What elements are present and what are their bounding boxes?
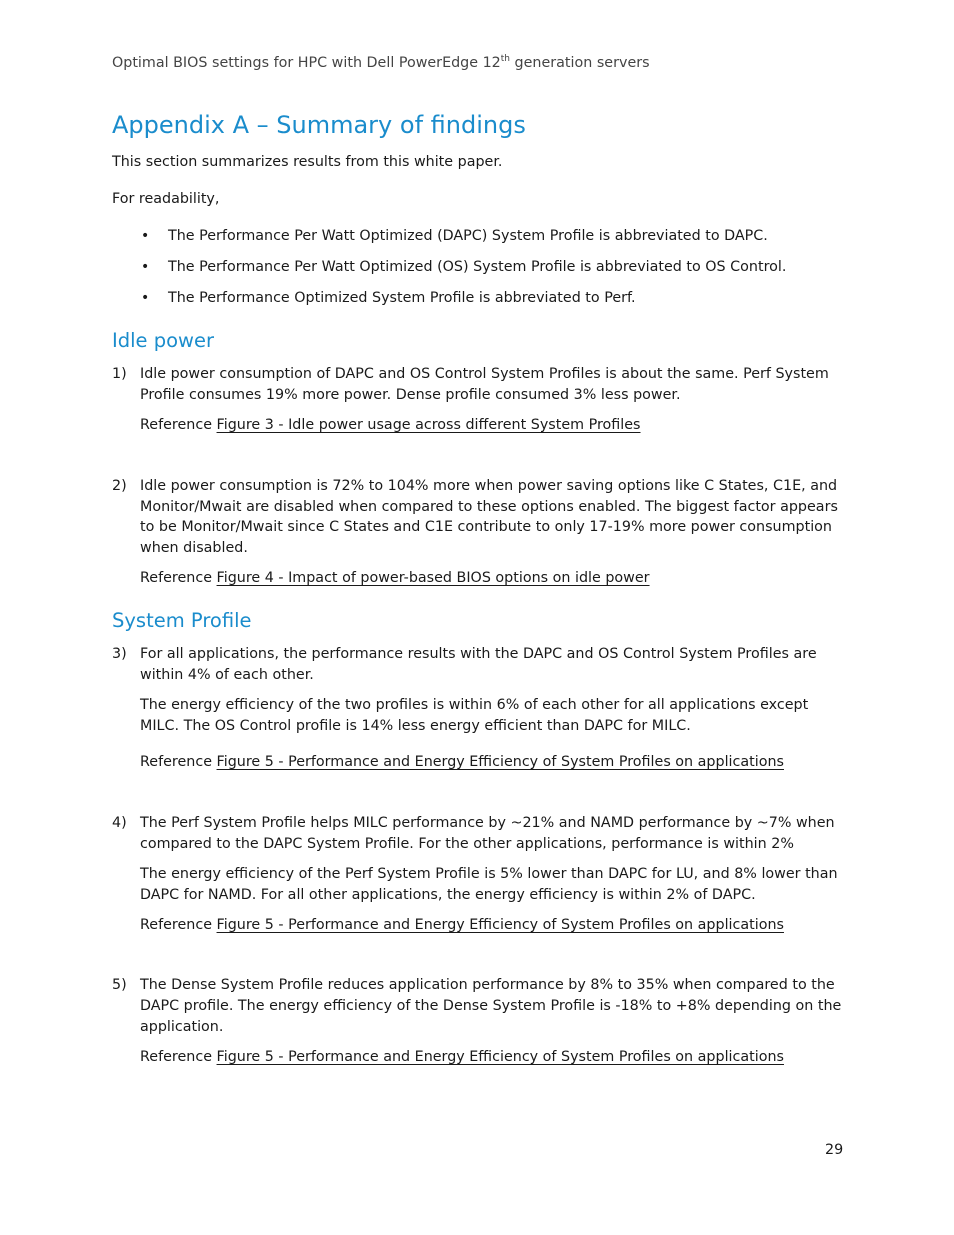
item-extra-line: MILC. The OS Control profile is 14% less energy efficient than DAPC for MILC. <box>140 718 691 734</box>
reference-line <box>140 1047 784 1067</box>
section-heading-idle-power: Idle power <box>112 329 215 352</box>
reference-label: Reference <box>140 1049 217 1065</box>
item-line: For all applications, the performance results with the DAPC and OS Control System Profiles are <box>140 646 817 662</box>
item-line: The Perf System Profile helps MILC performance by ~21% and NAMD performance by ~7% when <box>140 815 835 831</box>
figure-5-link[interactable]: Figure 5 - Performance and Energy Efficiency of System Profiles on applications <box>216 754 784 770</box>
figure-4-link[interactable]: Figure 4 - Impact of power-based BIOS options on idle power <box>216 570 650 586</box>
item-number: 2) <box>112 478 127 494</box>
reference-label: Reference <box>140 417 217 433</box>
item-line: Idle power consumption is 72% to 104% more when power saving options like C States, C1E, and <box>140 478 838 494</box>
item-line: application. <box>140 1019 224 1035</box>
running-header <box>112 53 650 73</box>
item-line: compared to the DAPC System Profile. For the other applications, performance is within 2% <box>140 836 794 852</box>
readability-text: For readability, <box>112 191 220 207</box>
item-number: 1) <box>112 366 127 382</box>
item-line: Idle power consumption of DAPC and OS Control System Profiles is about the same. Perf System <box>140 366 829 382</box>
figure-3-link[interactable]: Figure 3 - Idle power usage across different System Profiles <box>216 417 641 433</box>
bullet-item: The Performance Optimized System Profile is abbreviated to Perf. <box>168 290 636 306</box>
reference-line <box>140 415 641 435</box>
bullet-dot: • <box>141 228 150 244</box>
item-extra-line: The energy efficiency of the Perf System Profile is 5% lower than DAPC for LU, and 8% lower than <box>140 866 838 882</box>
item-line: when disabled. <box>140 540 248 556</box>
page-title: Appendix A – Summary of findings <box>112 111 526 139</box>
figure-5-link[interactable]: Figure 5 - Performance and Energy Efficiency of System Profiles on applications <box>216 1049 784 1065</box>
header-text-before: Optimal BIOS settings for HPC with Dell PowerEdge 12 <box>112 55 501 71</box>
item-extra-line: The energy efficiency of the two profiles is within 6% of each other for all applications except <box>140 697 809 713</box>
page-number: 29 <box>825 1142 844 1158</box>
section-heading-system-profile: System Profile <box>112 609 252 632</box>
reference-line <box>140 568 650 588</box>
figure-5-link[interactable]: Figure 5 - Performance and Energy Efficiency of System Profiles on applications <box>216 917 784 933</box>
bullet-dot: • <box>141 290 150 306</box>
item-number: 4) <box>112 815 127 831</box>
reference-line <box>140 752 784 772</box>
item-extra-line: DAPC for NAMD. For all other applications, the energy efficiency is within 2% of DAPC. <box>140 887 756 903</box>
header-text-after: generation servers <box>510 55 650 71</box>
header-superscript: th <box>500 54 511 64</box>
item-line: within 4% of each other. <box>140 667 314 683</box>
intro-text: This section summarizes results from this white paper. <box>112 154 503 170</box>
item-number: 3) <box>112 646 127 662</box>
reference-label: Reference <box>140 917 217 933</box>
bullet-item: The Performance Per Watt Optimized (OS) System Profile is abbreviated to OS Control. <box>168 259 787 275</box>
item-line: to be Monitor/Mwait since C States and C1E contribute to only 17-19% more power consumption <box>140 519 832 535</box>
reference-line <box>140 915 784 935</box>
reference-label: Reference <box>140 570 217 586</box>
item-line: DAPC profile. The energy efficiency of the Dense System Profile is -18% to +8% depending on the <box>140 998 842 1014</box>
item-line: Monitor/Mwait are disabled when compared to these options enabled. The biggest factor appears <box>140 499 838 515</box>
item-line: The Dense System Profile reduces application performance by 8% to 35% when compared to the <box>140 977 835 993</box>
reference-label: Reference <box>140 754 217 770</box>
item-line: Profile consumes 19% more power. Dense profile consumed 3% less power. <box>140 387 681 403</box>
bullet-item: The Performance Per Watt Optimized (DAPC) System Profile is abbreviated to DAPC. <box>168 228 768 244</box>
bullet-dot: • <box>141 259 150 275</box>
item-number: 5) <box>112 977 127 993</box>
